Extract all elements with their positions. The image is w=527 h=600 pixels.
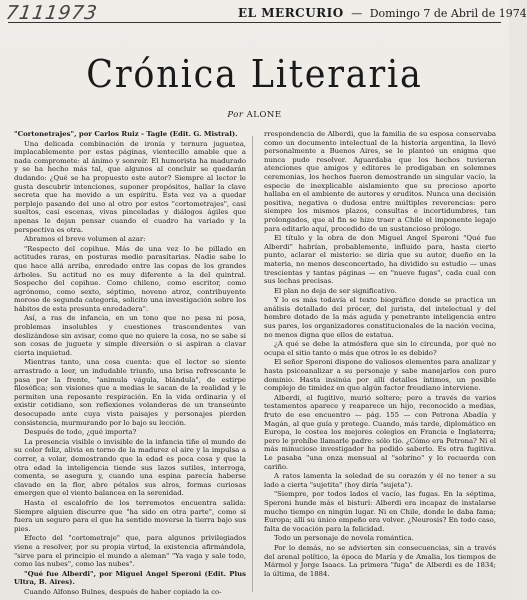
handwritten-note: 7111973 [4,2,100,24]
column-divider [252,136,253,592]
paragraph: Alberdi, el fugitivo, murió soltero; pero a través de varios testamentos aparece y reaparece un hijo, reconocido a medias, fruto de ese encuentro — pág. 155 — con Petrona Abadía y Magán, al que guía y protege. Cuando, más tarde, diplomático en Europa, le costea los mejores colegios en Francia e Inglaterra; pero le prohíbe llamarle padre: sólo tío. ¿Cómo era Petrona? Ni el más minucioso investigador ha podido saberlo. Es otra fugitiva. Le pasaba "una onza mensual al "sobrino" y lo recuerda con cariño. [264,393,496,471]
paragraph: Hasta el escalofrío de los terremotos encuentra salida: Siempre alguien discurre que "ha sido en otra parte", como si fuera un seguro para el que ha sentido moverse la tierra bajo sus pies. [14,498,246,533]
masthead-dash: — [351,7,363,20]
article-title: Crónica Literaria [86,52,423,96]
paragraph: Por lo demás, no se advierten sin consecuencias, sin a través del arenal político, la época de María y de Amalia, los tiempos de Mármol y Jorge Isaacs. La primera "fuga" de Alberdi es de 1834; la última, de 1884. [264,543,496,578]
paragraph: ¿A qué se debe la atmósfera que sin lo circunda, por qué no ocupa el sitio tanto o más que otros le es debido? [264,340,496,357]
paragraph: El plan no deja de ser significativo. [274,286,397,295]
paragraph: Y lo es más todavía el texto biográfico donde se practica un análisis detallado del prócer, del jurista, del intelectual y del hombre dotado de la más aguda y penetrante inteligencia entre sus pares, los organizadores constitucionales de la nación vecina, no menos digna que ellos de estatua. [264,296,496,339]
paragraph: El título y la obra de don Miguel Angel Speroni "Qué fue Alberdi" habrían, probablemente, influido para, hasta cierto punto, aclarar el misterio: se diría que su autor, dueño en la materia, no menos desconcertado, ha dividido su estudio — unas trescientas y tantas páginas — en "nueve fugas", cada cual con sus lechas precisas. [264,234,496,286]
paragraph: Cuando Alfonso Bulnes, después de haber copiado la co- [24,587,222,596]
paragraph: Mientras tanto, una cosa cuenta: que el lector se siente arrastrado a leer, un indudable triunfo, una brisa refrescante le pasa por la frente, "animula vágula, blándula", de estirpe filosófica; son visiones que a medias le sacan de la realidad y le permiten una reposante respiración. En la vida ordinaria y el existir cotidiano, son reflexiones volanderas de un transeúnte desocupado ante cuya vista paisajes y personajes pierden consistencia, murmurando por lo bajo su lección. [14,358,246,427]
paragraph: A ratos lamenta la soledad de su corazón y él no tener a su lado a cierta "sujetita" (hoy diría "sujeta"). [264,472,496,489]
paragraph: "Respecto del copihue. Más de una vez lo he pillado en actitudes raras, en posturas medio parasitarias. Nadie sabe lo que hace allá arriba, enredado entre las copas de los grandes árboles. Su actitud no es muy diferente a la del quintral. Sospecho del copihue. Como chileno, como escritor, como agrónomo, como sexto, séptimo, noveno atroz, contribuyente moroso de segunda categoría, solicito una investigación sobre los hábitos de esta presunta enredadera". [14,244,246,313]
paragraph: Así, a ras de infancia, en un tono que no pesa ni posa, problemas insolubles y cuestiones trascendentes van deslizándose sin avisar, como que no quiere la cosa, no se sabe si son cosas de juguete y simple diversión o si aspiran a clavar cierta inquietud. [14,314,246,357]
paragraph: Una delicada combinación de ironía y ternura juguetea, implacablemente por estas páginas, vientecillo amable que a nada compromete: al ánimo y sonreír. El humorista ha madurado y se ha hecho más tal, que algunos al concluir se quedarán dudando: ¿Qué se ha propuesto este autor? Siempre al lector le gusta descubrir intenciones, suponer propósitos, hallar la clave secreta que ha movido a un espíritu. Esta vez va a quedar perplejo pasando del uno al otro por estos "cortometrajes", casi sueltos, casi escenas, vivas pinceladas y diálogos ágiles que apenas le dejan pensar cuando el cuadro ha variado y la perspectiva es otra. [14,139,246,234]
paragraph: Efecto del "cortometraje" que, para algunos privilegiados viene a resolver, por su propia virtud, la existencia afirmándola, "sirve para el principio el mundo a aleman" "Ya vaga y sale todo, como las nubes", como las nubes". [14,534,246,569]
masthead-rule [8,22,501,23]
left-column [14,130,246,597]
author-prefix: Por [227,110,244,120]
author-byline [0,110,509,120]
paragraph: El señor Speroni dispone de valiosos elementos para analizar y hasta psicoanalizar a su personaje y sabe manejarlos con puro dominio. Hasta insinúa por allí detalles íntimos, un posible complejo de timidez en que algún factor freudiano interviene. [264,358,496,393]
paragraph: Después de todo, ¿qué importa? [24,428,137,437]
paragraph: La presencia visible o invisible de la infancia tiñe el mundo de su color feliz, alivia en torno de la madurez el aire y la impulsa a correr, a volar, demostrando que la edad es poca cosa y que la otra edad la inteligencia tiende sus lazos sutiles, interroga, comenta, se asegura y, cuando una espina parecía haberse clavado en la flor, abre pétalos sus alros, formas curiosas emergen que el viento balancea en la serenidad. [14,437,246,498]
paragraph: Todo un personaje de novela romántica. [274,534,414,543]
paragraph: Abramos el breve volumen al azar: [24,235,146,244]
publication-date: Domingo 7 de Abril de 1974 [369,7,527,20]
paragraph: "Siempre, por todos lados el vacío, las fugas. En la séptima, Speroni hunde más el bisturí: Alberdi era incapaz de instalarse mucho tiempo en ningún lugar. Ni en Chile, donde le daba fama; Europa; allí su único empeño era volver. ¿Neurosis? En todo caso, falta de vocación para la felicidad. [264,490,496,533]
review-heading-cortometrajes: "Cortonetrajes", por Carlos Ruiz - Tagle (Edit. G. Mistral). [14,130,238,138]
paragraph: rrespondencia de Alberdi, que la familia de su esposa conservaba como un documento intelectual de la historia argentina, la llevó personalmente a Buenos Aires, se le planteó un enigma que nunca pudo resolver. Aguardaba que los hechos tuvieran atenciones que amigos y editores le prodigaban en solemnes ceremonias, los hechos fueron demostrando un singular vacío, la especie de inexplicable aislamiento que su precioso aporte hallaba en el ambiente de autores y eruditos. Nunca una decisión positiva, negativa o dudosa entre múltiples reverencias: pero siempre los mismos plazos, consultas e incertidumbres, tan prolongados, que al fin se hizo traer a Chile el imponente legajo para editarlo aquí, procedido de un sustancioso prólogo. [264,130,496,233]
right-column [264,130,496,579]
review-heading-alberdi: "Qué fue Alberdi", por Miguel Angel Speroni (Edit. Plus Ultra, B. Aires). [14,569,246,587]
masthead [238,6,527,20]
newspaper-name: EL MERCURIO [238,6,344,20]
author-name: ALONE [246,110,282,120]
